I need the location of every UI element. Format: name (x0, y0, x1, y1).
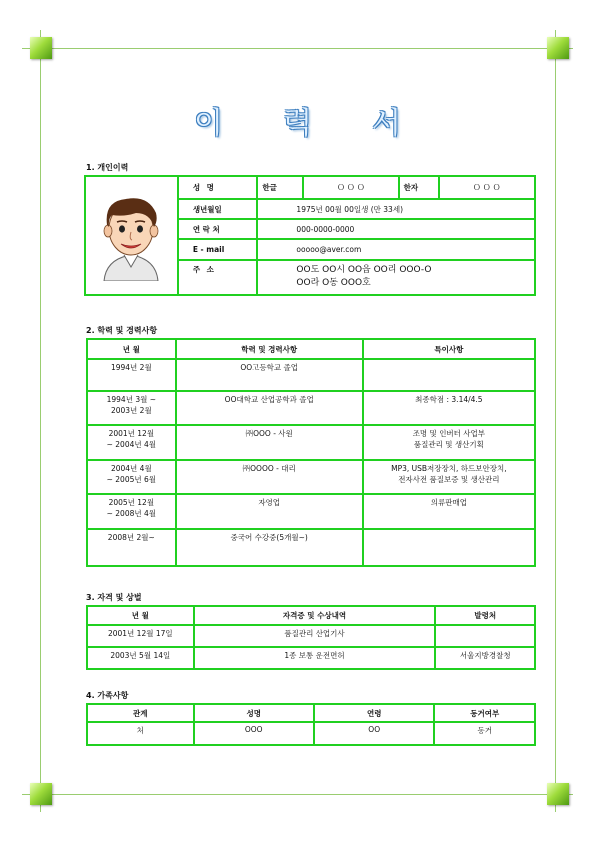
corner-ornament-top-right (547, 37, 569, 59)
education-note: 의류판매업 (363, 494, 535, 529)
hangul-name-value: Ｏ Ｏ Ｏ (303, 176, 398, 199)
family-age: OO (314, 722, 434, 745)
contact-value: 000-0000-0000 (257, 219, 535, 239)
avatar (96, 189, 166, 281)
family-header-age: 연령 (314, 704, 434, 722)
education-date: 1994년 2월 (87, 359, 176, 391)
frame-bottom-line (22, 794, 573, 795)
address-label: 주 소 (178, 260, 258, 295)
email-value: ooooo@aver.com (257, 239, 535, 260)
table-row (87, 494, 535, 529)
family-relation: 처 (87, 722, 194, 745)
section-family-heading: 4. 가족사항 (86, 691, 129, 700)
title-char: 이 (194, 106, 223, 141)
profile-photo (85, 176, 178, 295)
license-award-table (86, 605, 536, 670)
page-title (0, 98, 595, 142)
section-education-heading: 2. 학력 및 경력사항 (86, 326, 158, 335)
family-name: OOO (194, 722, 314, 745)
education-date: 2004년 4월 ~ 2005년 6월 (87, 460, 176, 494)
frame-right-line (555, 30, 556, 812)
table-row (87, 625, 535, 647)
hangul-label: 한글 (257, 176, 303, 199)
education-date: 2005년 12월 ~ 2008년 4월 (87, 494, 176, 529)
education-desc: ㈜OOOO - 대리 (176, 460, 363, 494)
license-date: 2001년 12월 17일 (87, 625, 194, 647)
education-header-date: 년 월 (87, 339, 176, 359)
license-header-issuer: 발령처 (435, 606, 535, 625)
frame-top-line (22, 48, 573, 49)
contact-label: 연 락 처 (178, 219, 258, 239)
address-line-2: OO라 O동 OOO호 (296, 278, 371, 288)
section-personal-heading: 1. 개인이력 (86, 163, 129, 172)
family-header-living: 동거여부 (434, 704, 535, 722)
corner-ornament-top-left (30, 37, 52, 59)
personal-info-table (84, 175, 536, 296)
education-date: 2008년 2월~ (87, 529, 176, 566)
education-note (363, 359, 535, 391)
table-row (87, 460, 535, 494)
license-issuer (435, 625, 535, 647)
birth-value: 1975년 00월 00일생 (만 33세) (257, 199, 535, 219)
license-desc: 품질관리 산업기사 (194, 625, 436, 647)
education-header-note: 특이사항 (363, 339, 535, 359)
license-date: 2003년 5월 14일 (87, 647, 194, 669)
education-date: 2001년 12월 ~ 2004년 4월 (87, 425, 176, 460)
email-label: E - mail (178, 239, 258, 260)
family-header-name: 성명 (194, 704, 314, 722)
education-desc: ㈜OOO - 사원 (176, 425, 363, 460)
license-desc: 1종 보통 운전면허 (194, 647, 436, 669)
family-living: 동거 (434, 722, 535, 745)
address-line-1: OO도 OO시 OO읍 OO리 OOO-O (296, 265, 432, 275)
hanja-name-value: Ｏ Ｏ Ｏ (439, 176, 536, 199)
license-header-desc: 자격증 및 수상내역 (194, 606, 436, 625)
corner-ornament-bottom-right (547, 783, 569, 805)
table-row (87, 425, 535, 460)
education-header-desc: 학력 및 경력사항 (176, 339, 363, 359)
hanja-label: 한자 (399, 176, 439, 199)
birth-label: 생년월일 (178, 199, 258, 219)
education-career-table (86, 338, 536, 567)
title-char: 력 (283, 106, 312, 141)
license-issuer: 서울지방경찰청 (435, 647, 535, 669)
table-row (87, 722, 535, 745)
education-desc: 중국어 수강중(5개월~) (176, 529, 363, 566)
family-table (86, 703, 536, 746)
table-row (87, 359, 535, 391)
family-header-relation: 관계 (87, 704, 194, 722)
title-char: 서 (371, 106, 401, 141)
education-desc: 자영업 (176, 494, 363, 529)
education-note (363, 529, 535, 566)
education-note: MP3, USB저장장치, 하드보안장치, 전자사전 품질보증 및 생산관리 (363, 460, 535, 494)
section-license-heading: 3. 자격 및 상벌 (86, 593, 142, 602)
education-date: 1994년 3월 ~ 2003년 2월 (87, 391, 176, 425)
name-label: 성 명 (178, 176, 258, 199)
address-value (257, 260, 535, 295)
education-desc: OO고등학교 졸업 (176, 359, 363, 391)
table-row (87, 529, 535, 566)
education-desc: OO대학교 산업공학과 졸업 (176, 391, 363, 425)
education-note: 조명 및 인버터 사업부 품질관리 및 생산기획 (363, 425, 535, 460)
table-row (87, 391, 535, 425)
education-note: 최종학점 : 3.14/4.5 (363, 391, 535, 425)
table-row (87, 647, 535, 669)
frame-left-line (40, 30, 41, 812)
corner-ornament-bottom-left (30, 783, 52, 805)
license-header-date: 년 월 (87, 606, 194, 625)
